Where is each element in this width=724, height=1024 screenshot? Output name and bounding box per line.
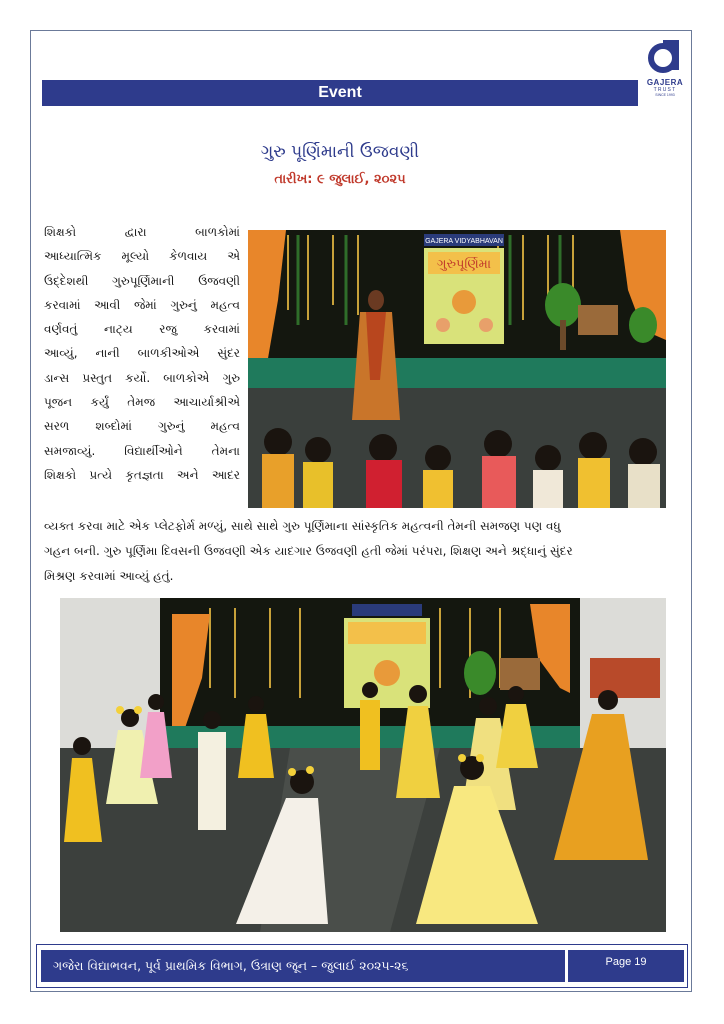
paragraph-line: સરળ શબ્દોમાં ગુરુનું મહત્વ <box>44 419 240 434</box>
paragraph-line: આધ્યાત્મિક મૂલ્યો કેળવાય એ <box>44 249 240 264</box>
gajera-trust-logo-icon <box>645 36 685 76</box>
article-date: તારીખ: ૯ જુલાઈ, ૨૦૨૫ <box>274 172 406 187</box>
paragraph-line: સમજાવ્યું. વિદ્યાર્થીઓને તેમના <box>44 443 240 458</box>
footer-bar <box>41 950 565 982</box>
paragraph-line: વર્ણવતું નાટ્ય રજુ કરવામાં <box>44 322 240 337</box>
paragraph-line: શિક્ષકો દ્વારા બાળકોમાં <box>44 225 240 239</box>
stage-banner-school: GAJERA VIDYABHAVAN <box>425 238 503 245</box>
photo-teacher-speech <box>248 230 666 508</box>
paragraph-line: કરવામાં આવી જેમાં ગુરુનું મહત્વ <box>44 297 240 312</box>
paragraph-line: પૂજન કર્યું તેમજ આચાર્યાશ્રીએ <box>44 395 240 410</box>
paragraph-line: ગહન બની. ગુરુ પૂર્ણિમા દિવસની ઉજવણી એક યાદગાર ઉજવણી હતી જેમાં પરંપરા, શિક્ષણ અને શ્રદ્ધાનું સુંદર <box>44 544 573 558</box>
article-title: ગુરુ પૂર્ણિમાની ઉજવણી <box>260 142 420 162</box>
stage-banner-title: ગુરુપૂર્ણિમા <box>436 257 492 272</box>
page-number-box <box>568 950 684 982</box>
paragraph-line: ઉદ્દેશથી ગુરુપૂર્ણિમાની ઉજવણી <box>44 273 240 288</box>
footer-text: ગજેરા વિદ્યાભવન, પૂર્વ પ્રાથમિક વિભાગ, ઉત્રાણ જૂન – જુલાઈ ૨૦૨૫-૨૬ <box>53 958 409 973</box>
logo-since: SINCE 1993 <box>655 93 675 97</box>
logo-subtitle: TRUST <box>653 87 677 93</box>
gajera-trust-logo <box>643 36 687 102</box>
section-label: Event <box>318 84 362 101</box>
paragraph-line: શિક્ષકો પ્રત્યે કૃતજ્ઞતા અને આદર <box>44 467 240 482</box>
page-number: Page 19 <box>605 956 647 968</box>
section-header-bar <box>42 80 638 106</box>
paragraph-line: ડાન્સ પ્રસ્તુત કર્યો. બાળકોએ ગુરુ <box>44 370 240 385</box>
paragraph-line: વ્યક્ત કરવા માટે એક પ્લેટફોર્મ મળ્યું, સાથે સાથે ગુરુ પૂર્ણિમાના સાંસ્કૃતિક મહત્વની તેમની સમજણ પણ વધુ <box>44 519 561 533</box>
article-paragraph-left <box>44 220 240 487</box>
logo-name: GAJERA <box>646 78 684 87</box>
photo-girls-dance <box>60 598 666 932</box>
paragraph-line: આવ્યું, નાની બાળકીઓએ સુંદર <box>44 346 240 361</box>
paragraph-line: મિશ્રણ કરવામાં આવ્યું હતું. <box>44 569 174 583</box>
article-paragraph-full <box>44 514 684 589</box>
